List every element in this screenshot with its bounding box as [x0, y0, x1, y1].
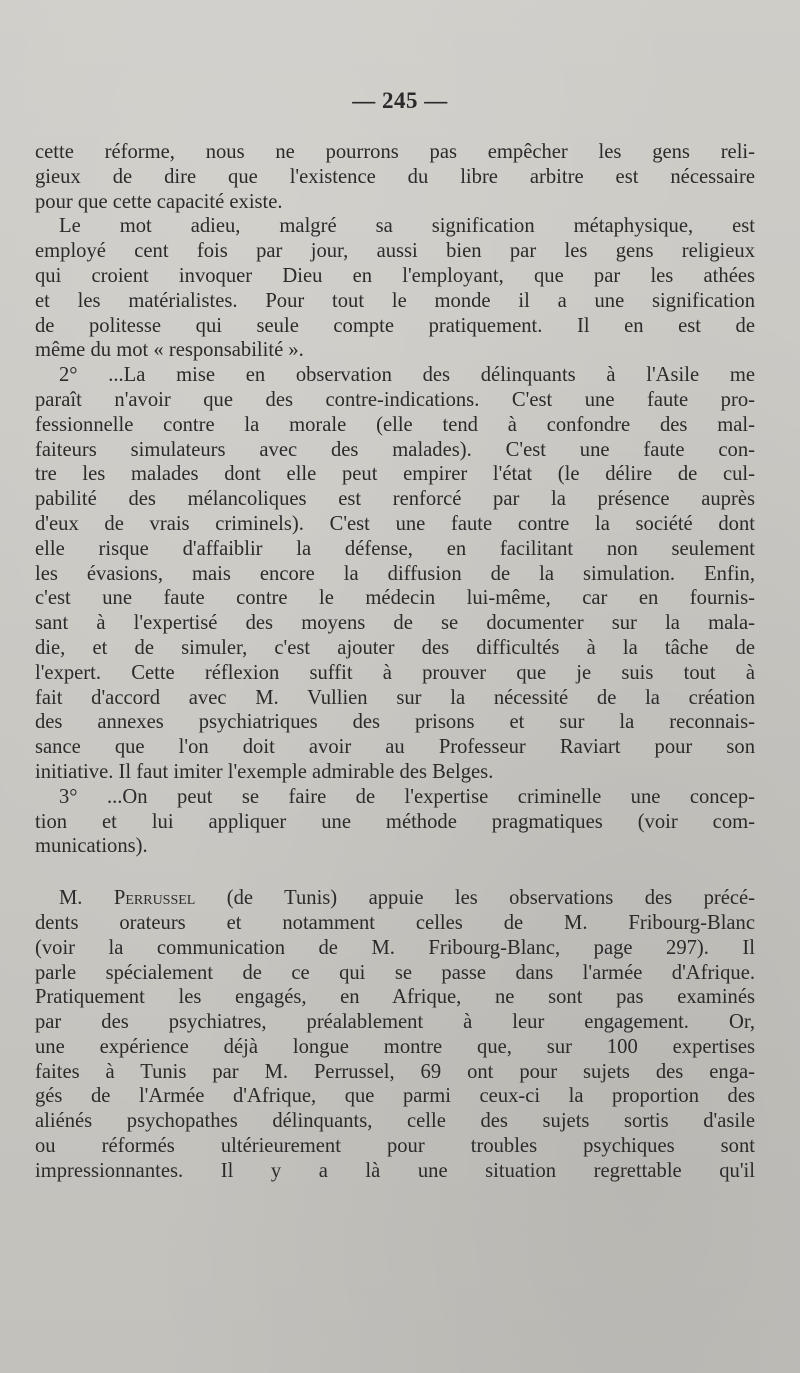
text-line: pabilité des mélancoliques est renforcé par la présence auprès — [35, 488, 755, 511]
speaker-name: Perrussel — [113, 887, 196, 910]
text-line: Pratiquement les engagés, en Afrique, ne sont pas examinés — [35, 986, 755, 1009]
text-line: gés de l'Armée d'Afrique, que parmi ceux-ci la proportion des — [35, 1085, 755, 1108]
text-line: tre les malades dont elle peut empirer l'état (le délire de cul- — [35, 463, 755, 486]
text-line: 3° ...On peut se faire de l'expertise criminelle une concep- — [59, 785, 755, 808]
paragraph-perrussel — [35, 886, 755, 1184]
text-line: elle risque d'affaiblir la défense, en facilitant non seulement — [35, 537, 755, 560]
text-line: ou réformés ultérieurement pour troubles psychiques sont — [35, 1135, 755, 1158]
paragraph — [35, 363, 755, 785]
body-text — [35, 140, 755, 1184]
text-line: paraît n'avoir que des contre-indications. C'est une faute pro- — [35, 388, 755, 411]
paragraph — [35, 140, 755, 214]
text-line: parle spécialement de ce qui se passe dans l'armée d'Afrique. — [35, 961, 755, 984]
text-line: l'expert. Cette réflexion suffit à prouver que je suis tout à — [35, 661, 755, 684]
text-line: Le mot adieu, malgré sa signification métaphysique, est — [59, 215, 755, 238]
text-line: c'est une faute contre le médecin lui-même, car en fournis- — [35, 587, 755, 610]
prefix: M. — [59, 887, 114, 910]
text-line: tion et lui appliquer une méthode pragmatiques (voir com- — [35, 810, 755, 833]
text-line: munications). — [35, 835, 148, 858]
text-line: cette réforme, nous ne pourrons pas empêcher les gens reli- — [35, 141, 755, 163]
paragraph-gap — [35, 859, 755, 886]
text-line — [35, 886, 755, 911]
text-line: employé cent fois par jour, aussi bien par les gens religieux — [35, 240, 755, 263]
text-line: d'eux de vrais criminels). C'est une faute contre la société dont — [35, 512, 755, 535]
text-line: qui croient invoquer Dieu en l'employant, que par les athées — [35, 264, 755, 287]
text-line: une expérience déjà longue montre que, sur 100 expertises — [35, 1035, 755, 1058]
text-line: de politesse qui seule compte pratiquement. Il en est de — [35, 314, 755, 337]
text-line: faiteurs simulateurs avec des malades). C'est une faute con- — [35, 438, 755, 461]
text-line: et les matérialistes. Pour tout le monde il a une signification — [35, 289, 755, 312]
text-line: même du mot « responsabilité ». — [35, 339, 304, 362]
text-line: fessionnelle contre la morale (elle tend à confondre des mal- — [35, 413, 755, 436]
text-line: dents orateurs et notamment celles de M. Fribourg-Blanc — [35, 911, 755, 934]
text-line: (voir la communication de M. Fribourg-Blanc, page 297). Il — [35, 936, 755, 959]
page-number: — 245 — — [352, 88, 448, 113]
text-line: 2° ...La mise en observation des délinquants à l'Asile me — [59, 364, 755, 387]
text-line: aliénés psychopathes délinquants, celle des sujets sortis d'asile — [35, 1110, 755, 1133]
text-line: des annexes psychiatriques des prisons et sur la reconnais- — [35, 711, 755, 734]
text-line: die, et de simuler, c'est ajouter des difficultés à la tâche de — [35, 636, 755, 659]
text-line: pour que cette capacité existe. — [35, 190, 283, 213]
text-fragment: (de Tunis) appuie les observations des précé- — [195, 887, 755, 910]
text-line: sant à l'expertisé des moyens de se documenter sur la mala- — [35, 612, 755, 635]
text-line: fait d'accord avec M. Vullien sur la nécessité de la création — [35, 686, 755, 709]
text-line: initiative. Il faut imiter l'exemple admirable des Belges. — [35, 760, 494, 783]
text-line: les évasions, mais encore la diffusion de la simulation. Enfin, — [35, 562, 755, 585]
text-line: gieux de dire que l'existence du libre arbitre est nécessaire — [35, 165, 755, 188]
text-line: impressionnantes. Il y a là une situation regrettable qu'il — [35, 1159, 755, 1182]
paragraph — [35, 214, 755, 363]
paragraph — [35, 785, 755, 859]
text-line: faites à Tunis par M. Perrussel, 69 ont pour sujets des enga- — [35, 1060, 755, 1083]
text-line: par des psychiatres, préalablement à leur engagement. Or, — [35, 1011, 755, 1034]
text-line: sance que l'on doit avoir au Professeur Raviart pour son — [35, 736, 755, 759]
